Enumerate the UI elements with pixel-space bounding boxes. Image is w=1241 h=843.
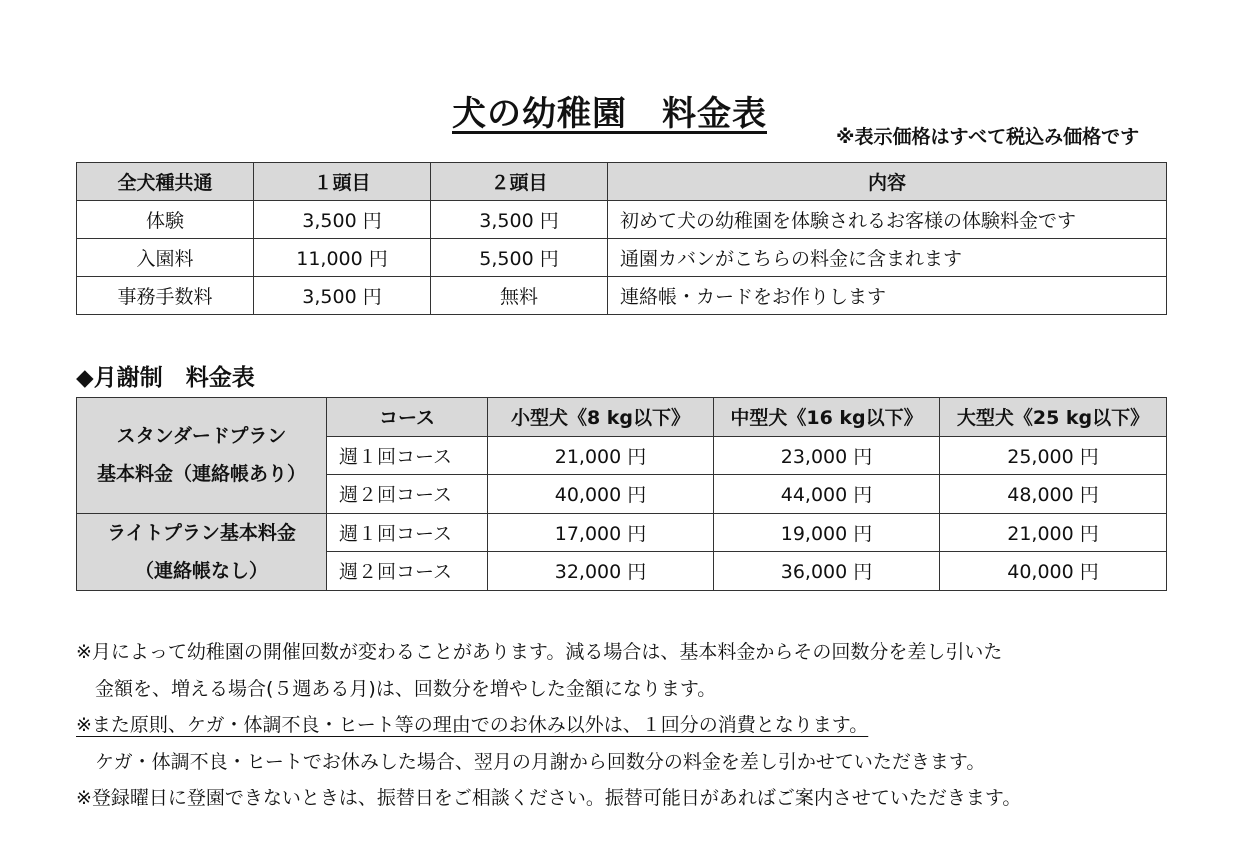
small-dog-price: 17,000 円 (488, 513, 714, 552)
monthly-table-header-row (77, 398, 1167, 437)
note-line: 金額を、増える場合(５週ある月)は、回数分を増やした金額になります。 (95, 677, 717, 700)
large-dog-price: 40,000 円 (940, 552, 1167, 591)
fee-second-dog-price: 5,500 円 (431, 239, 608, 277)
table-row (77, 239, 1167, 277)
large-dog-price: 25,000 円 (940, 436, 1167, 475)
monthly-fee-table (76, 397, 1167, 591)
monthly-section-heading: ◆月謝制 料金表 (76, 365, 255, 391)
course-name: 週１回コース (327, 513, 488, 552)
note-line: ※月によって幼稚園の開催回数が変わることがあります。減る場合は、基本料金からその回数分を差し引いた (76, 641, 1003, 663)
fee-first-dog-price: 3,500 円 (254, 201, 431, 239)
fee-table (76, 162, 1167, 315)
fee-header-breed: 全犬種共通 (77, 163, 254, 201)
small-dog-price: 40,000 円 (488, 475, 714, 514)
fee-header-second-dog: ２頭目 (431, 163, 608, 201)
medium-dog-price: 23,000 円 (714, 436, 940, 475)
large-dog-price: 48,000 円 (940, 475, 1167, 514)
table-row (77, 277, 1167, 315)
course-name: 週２回コース (327, 552, 488, 591)
fee-header-description: 内容 (608, 163, 1167, 201)
monthly-header-small-dog: 小型犬《8 kg以下》 (488, 398, 714, 437)
plan-name-line: 基本料金（連絡帳あり） (96, 463, 306, 486)
fee-item-name: 事務手数料 (77, 277, 254, 315)
plan-light-label (77, 513, 327, 590)
course-name: 週２回コース (327, 475, 488, 514)
table-row (77, 513, 1167, 552)
monthly-header-course: コース (327, 398, 488, 437)
page-title: 犬の幼稚園 料金表 (452, 94, 767, 134)
small-dog-price: 21,000 円 (488, 436, 714, 475)
medium-dog-price: 36,000 円 (714, 552, 940, 591)
fee-item-name: 入園料 (77, 239, 254, 277)
small-dog-price: 32,000 円 (488, 552, 714, 591)
fee-table-header-row (77, 163, 1167, 201)
course-name: 週１回コース (327, 436, 488, 475)
large-dog-price: 21,000 円 (940, 513, 1167, 552)
note-line: ※また原則、ケガ・体調不良・ヒート等の理由でのお休み以外は、１回分の消費となります。 (76, 714, 869, 736)
note-line: ケガ・体調不良・ヒートでお休みした場合、翌月の月謝から回数分の料金を差し引かせていただきます。 (95, 750, 986, 773)
monthly-header-medium-dog: 中型犬《16 kg以下》 (714, 398, 940, 437)
fee-description: 初めて犬の幼稚園を体験されるお客様の体験料金です (608, 201, 1167, 239)
tax-note: ※表示価格はすべて税込み価格です (836, 126, 1140, 148)
notes-section (76, 634, 1021, 817)
fee-second-dog-price: 無料 (431, 277, 608, 315)
fee-description: 連絡帳・カードをお作りします (608, 277, 1167, 315)
medium-dog-price: 19,000 円 (714, 513, 940, 552)
fee-description: 通園カバンがこちらの料金に含まれます (608, 239, 1167, 277)
plan-name-line: （連絡帳なし） (134, 559, 268, 582)
medium-dog-price: 44,000 円 (714, 475, 940, 514)
monthly-header-large-dog: 大型犬《25 kg以下》 (940, 398, 1167, 437)
note-line: ※登録曜日に登園できないときは、振替日をご相談ください。振替可能日があればご案内させていただきます。 (76, 787, 1022, 809)
fee-second-dog-price: 3,500 円 (431, 201, 608, 239)
plan-standard-label (77, 398, 327, 514)
fee-item-name: 体験 (77, 201, 254, 239)
fee-first-dog-price: 11,000 円 (254, 239, 431, 277)
fee-first-dog-price: 3,500 円 (254, 277, 431, 315)
fee-header-first-dog: １頭目 (254, 163, 431, 201)
plan-name-line: ライトプラン基本料金 (107, 521, 296, 544)
table-row (77, 201, 1167, 239)
plan-name-line: スタンダードプラン (116, 425, 287, 448)
